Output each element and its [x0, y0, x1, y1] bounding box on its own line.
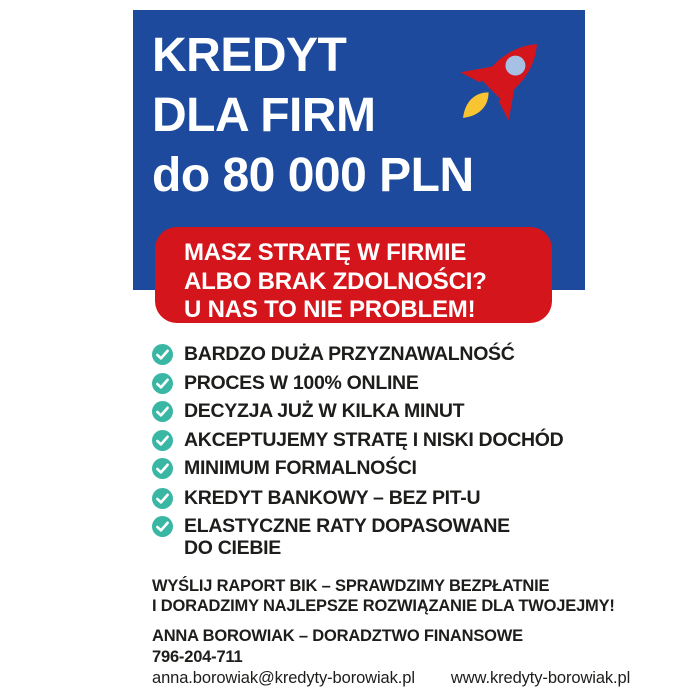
check-icon	[152, 430, 173, 451]
benefit-item	[152, 373, 582, 395]
check-icon	[152, 458, 173, 479]
contact-block	[152, 627, 630, 688]
check-icon	[152, 516, 173, 537]
benefit-label: KREDYT BANKOWY – BEZ PIT-U	[184, 486, 481, 509]
offer-line-3: U NAS TO NIE PROBLEM!	[184, 296, 476, 324]
benefit-label: AKCEPTUJEMY STRATĘ I NISKI DOCHÓD	[184, 428, 564, 451]
website-url: www.kredyty-borowiak.pl	[450, 669, 631, 687]
offer-line-1: MASZ STRATĘ W FIRMIE	[184, 239, 467, 266]
check-icon	[152, 373, 173, 394]
benefit-item	[152, 488, 582, 510]
benefit-label: BARDZO DUŻA PRZYZNAWALNOŚĆ	[184, 343, 515, 365]
benefit-item	[152, 458, 582, 480]
hero-title-line-1: KREDYT	[152, 29, 347, 82]
benefit-item	[152, 516, 582, 559]
check-icon	[152, 488, 173, 509]
offer-line-2: ALBO BRAK ZDOLNOŚCI?	[184, 267, 487, 295]
benefit-label: DECYZJA JUŻ W KILKA MINUT	[184, 400, 465, 422]
email-address: anna.borowiak@kredyty-borowiak.pl	[152, 669, 415, 687]
rocket-icon	[445, 22, 559, 136]
hero-title-line-2: DLA FIRM	[152, 89, 376, 142]
offer-banner	[155, 227, 552, 323]
benefits-list	[152, 344, 582, 566]
benefit-item	[152, 430, 582, 452]
benefit-label: MINIMUM FORMALNOŚCI	[184, 457, 417, 479]
contact-links	[152, 669, 630, 688]
hero-title	[152, 26, 474, 206]
phone-number: 796-204-711	[152, 648, 243, 666]
benefit-item	[152, 344, 582, 366]
benefit-label: ELASTYCZNE RATY DOPASOWANE DO CIEBIE	[184, 515, 510, 559]
hero-title-line-3: do 80 000 PLN	[152, 149, 474, 202]
check-icon	[152, 401, 173, 422]
cta-line-1: WYŚLIJ RAPORT BIK – SPRAWDZIMY BEZPŁATNIE	[152, 577, 550, 595]
advisor-name: ANNA BOROWIAK – DORADZTWO FINANSOWE	[152, 627, 523, 645]
cta-line-2: I DORADZIMY NAJLEPSZE ROZWIĄZANIE DLA TWOJEJMY!	[152, 596, 615, 615]
benefit-label: PROCES W 100% ONLINE	[184, 371, 419, 394]
cta-text	[152, 577, 615, 616]
check-icon	[152, 344, 173, 365]
benefit-item	[152, 401, 582, 423]
